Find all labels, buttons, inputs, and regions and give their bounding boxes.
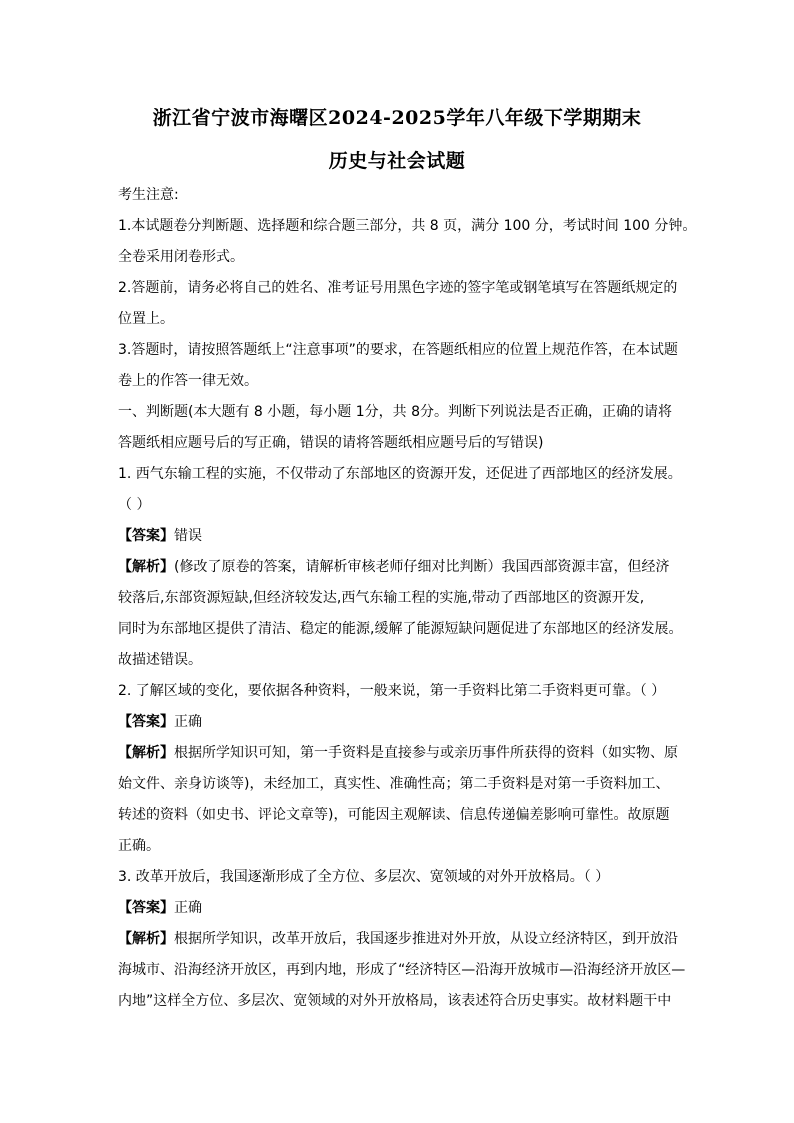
line-text: 正确。 [118, 838, 160, 854]
text-line [118, 769, 698, 800]
text-line [118, 428, 698, 459]
line-text: 正确 [174, 900, 202, 916]
text-line [118, 583, 698, 614]
line-text: 全卷采用闭卷形式。 [118, 249, 244, 265]
text-line [118, 645, 698, 676]
answer-label: 【解析】 [118, 745, 174, 761]
answer-label: 【答案】 [118, 714, 174, 730]
text-line [118, 366, 698, 397]
text-line [118, 676, 698, 707]
document-body [118, 180, 698, 1017]
document-title: 浙江省宁波市海曙区2024-2025学年八年级下学期期末 [152, 107, 642, 129]
line-text: 根据所学知识可知，第一手资料是直接参与或亲历事件所获得的资料（如实物、原 [174, 745, 678, 761]
line-text: 一、判断题(本大题有 8 小题，每小题 1分，共 8分。判断下列说法是否正确，正确的请将 [118, 404, 672, 420]
answer-label: 【解析】 [118, 931, 174, 947]
line-text: (修改了原卷的答案，请解析审核老师仔细对比判断）我国西部资源丰富，但经济 [174, 559, 670, 575]
line-text: 考生注意: [118, 187, 179, 203]
line-text: 海城市、沿海经济开放区，再到内地，形成了“经济特区—沿海开放城市—沿海经济开放区— [118, 962, 686, 978]
line-text: 较落后,东部资源短缺,但经济较发达,西气东输工程的实施,带动了西部地区的资源开发, [118, 590, 645, 606]
line-text: 1. 西气东输工程的实施，不仅带动了东部地区的资源开发，还促进了西部地区的经济发展。 [118, 466, 682, 482]
text-line [118, 831, 698, 862]
text-line [118, 986, 698, 1017]
line-text: 始文件、亲身访谈等)，未经加工，真实性、准确性高；第二手资料是对第一手资料加工、 [118, 776, 670, 792]
line-text: 位置上。 [118, 311, 174, 327]
text-line [118, 893, 698, 924]
text-line [118, 335, 698, 366]
text-line [118, 490, 698, 521]
text-line [118, 552, 698, 583]
text-line [118, 800, 698, 831]
text-line [118, 211, 698, 242]
text-line [118, 242, 698, 273]
text-line [118, 614, 698, 645]
line-text: 3.答题时，请按照答题纸上“注意事项”的要求，在答题纸相应的位置上规范作答，在本试题 [118, 342, 678, 358]
line-text: 转述的资料（如史书、评论文章等)，可能因主观解读、信息传递偏差影响可靠性。故原题 [118, 807, 670, 823]
line-text: 错误 [174, 528, 202, 544]
text-line [118, 273, 698, 304]
text-line [118, 521, 698, 552]
answer-label: 【答案】 [118, 900, 174, 916]
answer-label: 【解析】 [118, 559, 174, 575]
line-text: 根据所学知识，改革开放后，我国逐步推进对外开放，从设立经济特区，到开放沿 [174, 931, 678, 947]
line-text: 故描述错误。 [118, 652, 202, 668]
line-text: 正确 [174, 714, 202, 730]
line-text: 3. 改革开放后，我国逐渐形成了全方位、多层次、宽领域的对外开放格局。（ ） [118, 869, 610, 885]
line-text: （ ） [118, 497, 151, 513]
text-line [118, 924, 698, 955]
line-text: 2.答题前，请务必将自己的姓名、准考证号用黑色字迹的签字笔或钢笔填写在答题纸规定的 [118, 280, 678, 296]
text-line [118, 304, 698, 335]
line-text: 内地”这样全方位、多层次、宽领域的对外开放格局，该表述符合历史事实。故材料题干中 [118, 993, 672, 1009]
line-text: 同时为东部地区提供了清洁、稳定的能源,缓解了能源短缺问题促进了东部地区的经济发展。 [118, 621, 683, 637]
text-line [118, 955, 698, 986]
line-text: 卷上的作答一律无效。 [118, 373, 258, 389]
text-line [118, 738, 698, 769]
text-line [118, 180, 698, 211]
text-line [118, 707, 698, 738]
line-text: 1.本试题卷分判断题、选择题和综合题三部分，共 8 页，满分 100 分，考试时间 100 分钟。 [118, 218, 697, 234]
text-line [118, 459, 698, 490]
line-text: 答题纸相应题号后的写正确，错误的请将答题纸相应题号后的写错误) [118, 435, 544, 451]
line-text: 2. 了解区域的变化，要依据各种资料，一般来说，第一手资料比第二手资料更可靠。（ ） [118, 683, 666, 699]
text-line [118, 862, 698, 893]
document-subtitle: 历史与社会试题 [328, 150, 466, 172]
answer-label: 【答案】 [118, 528, 174, 544]
text-line [118, 397, 698, 428]
